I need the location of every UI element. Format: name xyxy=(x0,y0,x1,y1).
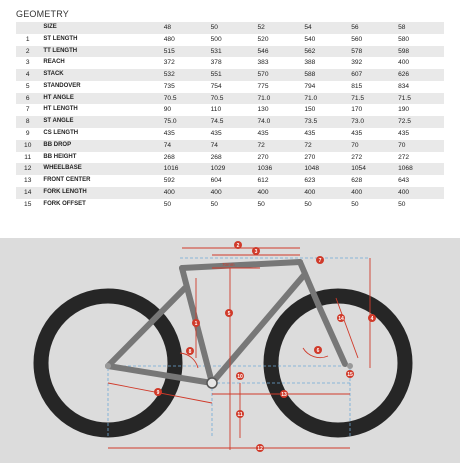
value-cell: 70 xyxy=(397,140,444,152)
row-number: 4 xyxy=(16,69,39,81)
row-label: HT ANGLE xyxy=(39,93,162,105)
value-cell: 435 xyxy=(350,128,397,140)
value-cell: 532 xyxy=(163,69,210,81)
table-row xyxy=(16,69,444,81)
size-header-cell: 52 xyxy=(256,22,303,34)
value-cell: 50 xyxy=(350,199,397,211)
value-cell: 400 xyxy=(163,187,210,199)
value-cell: 628 xyxy=(350,175,397,187)
value-cell: 1054 xyxy=(350,163,397,175)
row-number: 9 xyxy=(16,128,39,140)
table-row xyxy=(16,128,444,140)
value-cell: 735 xyxy=(163,81,210,93)
value-cell: 400 xyxy=(256,187,303,199)
svg-text:10: 10 xyxy=(237,374,243,380)
svg-text:5: 5 xyxy=(227,311,231,317)
value-cell: 71.5 xyxy=(350,93,397,105)
value-cell: 71.0 xyxy=(256,93,303,105)
size-header-cell: 54 xyxy=(303,22,350,34)
value-cell: 72 xyxy=(303,140,350,152)
value-cell: 531 xyxy=(210,46,257,58)
value-cell: 400 xyxy=(397,187,444,199)
rear-hub xyxy=(105,363,111,369)
value-cell: 74.5 xyxy=(210,116,257,128)
row-label: TT LENGTH xyxy=(39,46,162,58)
table-row xyxy=(16,163,444,175)
value-cell: 372 xyxy=(163,57,210,69)
svg-text:4: 4 xyxy=(370,316,374,322)
value-cell: 578 xyxy=(350,46,397,58)
row-label: STANDOVER xyxy=(39,81,162,93)
value-cell: 643 xyxy=(397,175,444,187)
row-number: 11 xyxy=(16,152,39,164)
row-number: 14 xyxy=(16,187,39,199)
value-cell: 435 xyxy=(256,128,303,140)
value-cell: 90 xyxy=(163,104,210,116)
callout-3 xyxy=(252,247,260,255)
value-cell: 72 xyxy=(256,140,303,152)
row-number: 13 xyxy=(16,175,39,187)
value-cell: 626 xyxy=(397,69,444,81)
table-row xyxy=(16,57,444,69)
table-row xyxy=(16,175,444,187)
bike-geometry-diagram xyxy=(0,238,460,463)
svg-text:13: 13 xyxy=(281,392,287,398)
value-cell: 71.5 xyxy=(397,93,444,105)
svg-text:12: 12 xyxy=(257,446,263,452)
value-cell: 562 xyxy=(303,46,350,58)
callout-5 xyxy=(225,309,233,317)
value-cell: 775 xyxy=(256,81,303,93)
value-cell: 400 xyxy=(397,57,444,69)
front-hub xyxy=(347,363,353,369)
row-label: FORK OFFSET xyxy=(39,199,162,211)
size-header-cell: 58 xyxy=(397,22,444,34)
value-cell: 551 xyxy=(210,69,257,81)
row-number: 8 xyxy=(16,116,39,128)
callout-14 xyxy=(337,314,345,322)
callout-4 xyxy=(368,314,376,322)
value-cell: 71.0 xyxy=(303,93,350,105)
row-label: REACH xyxy=(39,57,162,69)
row-label: CS LENGTH xyxy=(39,128,162,140)
svg-text:2: 2 xyxy=(236,243,240,249)
table-row xyxy=(16,187,444,199)
effective-70mm-label: 70mm xyxy=(222,262,235,267)
size-header-cell: 56 xyxy=(350,22,397,34)
row-label: FRONT CENTER xyxy=(39,175,162,187)
row-label: ST LENGTH xyxy=(39,34,162,46)
svg-text:9: 9 xyxy=(156,390,160,396)
row-number: 5 xyxy=(16,81,39,93)
value-cell: 1036 xyxy=(256,163,303,175)
row-number: 3 xyxy=(16,57,39,69)
value-cell: 72.5 xyxy=(397,116,444,128)
value-cell: 1068 xyxy=(397,163,444,175)
callout-9 xyxy=(154,388,162,396)
value-cell: 546 xyxy=(256,46,303,58)
value-cell: 74.0 xyxy=(256,116,303,128)
value-cell: 400 xyxy=(303,187,350,199)
value-cell: 570 xyxy=(256,69,303,81)
value-cell: 74 xyxy=(163,140,210,152)
value-cell: 190 xyxy=(397,104,444,116)
value-cell: 272 xyxy=(350,152,397,164)
table-row xyxy=(16,46,444,58)
value-cell: 794 xyxy=(303,81,350,93)
callout-7 xyxy=(316,256,324,264)
value-cell: 435 xyxy=(303,128,350,140)
callout-12 xyxy=(256,444,264,452)
svg-text:6: 6 xyxy=(316,348,320,354)
value-cell: 50 xyxy=(210,199,257,211)
value-cell: 70.5 xyxy=(163,93,210,105)
table-header-row xyxy=(16,22,444,34)
geometry-table xyxy=(16,22,444,211)
value-cell: 435 xyxy=(163,128,210,140)
size-header-cell: 50 xyxy=(210,22,257,34)
value-cell: 74 xyxy=(210,140,257,152)
value-cell: 580 xyxy=(397,34,444,46)
value-cell: 560 xyxy=(350,34,397,46)
callout-1 xyxy=(192,319,200,327)
bottom-bracket xyxy=(207,378,217,388)
value-cell: 623 xyxy=(303,175,350,187)
value-cell: 500 xyxy=(210,34,257,46)
value-cell: 75.0 xyxy=(163,116,210,128)
value-cell: 815 xyxy=(350,81,397,93)
geometry-title: GEOMETRY xyxy=(16,9,69,19)
row-number xyxy=(16,22,39,34)
value-cell: 520 xyxy=(256,34,303,46)
value-cell: 480 xyxy=(163,34,210,46)
value-cell: 1048 xyxy=(303,163,350,175)
table-row xyxy=(16,34,444,46)
value-cell: 754 xyxy=(210,81,257,93)
bike-frame xyxy=(108,262,345,383)
table-row xyxy=(16,140,444,152)
row-label: STACK xyxy=(39,69,162,81)
svg-text:8: 8 xyxy=(188,349,192,355)
row-label: WHEELBASE xyxy=(39,163,162,175)
callout-8 xyxy=(186,347,194,355)
value-cell: 378 xyxy=(210,57,257,69)
value-cell: 383 xyxy=(256,57,303,69)
value-cell: 73.0 xyxy=(350,116,397,128)
value-cell: 110 xyxy=(210,104,257,116)
row-label: FORK LENGTH xyxy=(39,187,162,199)
svg-text:14: 14 xyxy=(338,316,344,322)
row-label: BB DROP xyxy=(39,140,162,152)
value-cell: 50 xyxy=(397,199,444,211)
svg-text:3: 3 xyxy=(254,249,258,255)
value-cell: 270 xyxy=(256,152,303,164)
table-row xyxy=(16,93,444,105)
value-cell: 270 xyxy=(303,152,350,164)
table-row xyxy=(16,104,444,116)
row-number: 10 xyxy=(16,140,39,152)
value-cell: 588 xyxy=(303,69,350,81)
value-cell: 435 xyxy=(397,128,444,140)
value-cell: 392 xyxy=(350,57,397,69)
table-row xyxy=(16,81,444,93)
value-cell: 1016 xyxy=(163,163,210,175)
value-cell: 540 xyxy=(303,34,350,46)
value-cell: 1029 xyxy=(210,163,257,175)
value-cell: 50 xyxy=(303,199,350,211)
value-cell: 170 xyxy=(350,104,397,116)
value-cell: 268 xyxy=(210,152,257,164)
callouts xyxy=(154,241,376,452)
value-cell: 50 xyxy=(256,199,303,211)
value-cell: 607 xyxy=(350,69,397,81)
value-cell: 612 xyxy=(256,175,303,187)
callout-6 xyxy=(314,346,322,354)
row-number: 15 xyxy=(16,199,39,211)
callout-2 xyxy=(234,241,242,249)
value-cell: 150 xyxy=(303,104,350,116)
value-cell: 50 xyxy=(163,199,210,211)
value-cell: 70 xyxy=(350,140,397,152)
row-number: 6 xyxy=(16,93,39,105)
row-label: BB HEIGHT xyxy=(39,152,162,164)
value-cell: 268 xyxy=(163,152,210,164)
row-number: 2 xyxy=(16,46,39,58)
value-cell: 272 xyxy=(397,152,444,164)
value-cell: 435 xyxy=(210,128,257,140)
value-cell: 73.5 xyxy=(303,116,350,128)
callout-10 xyxy=(236,372,244,380)
value-cell: 598 xyxy=(397,46,444,58)
table-row xyxy=(16,199,444,211)
table-row xyxy=(16,116,444,128)
row-label: SIZE xyxy=(39,22,162,34)
bike-diagram-svg xyxy=(0,238,460,463)
row-number: 12 xyxy=(16,163,39,175)
value-cell: 604 xyxy=(210,175,257,187)
value-cell: 70.5 xyxy=(210,93,257,105)
row-label: HT LENGTH xyxy=(39,104,162,116)
table-row xyxy=(16,152,444,164)
value-cell: 400 xyxy=(210,187,257,199)
row-label: ST ANGLE xyxy=(39,116,162,128)
value-cell: 130 xyxy=(256,104,303,116)
svg-text:7: 7 xyxy=(318,258,322,264)
value-cell: 388 xyxy=(303,57,350,69)
svg-text:1: 1 xyxy=(194,321,198,327)
value-cell: 834 xyxy=(397,81,444,93)
row-number: 1 xyxy=(16,34,39,46)
value-cell: 400 xyxy=(350,187,397,199)
callout-15 xyxy=(346,370,354,378)
size-header-cell: 48 xyxy=(163,22,210,34)
value-cell: 515 xyxy=(163,46,210,58)
svg-text:15: 15 xyxy=(347,372,353,378)
value-cell: 592 xyxy=(163,175,210,187)
svg-text:11: 11 xyxy=(237,412,243,418)
callout-11 xyxy=(236,410,244,418)
row-number: 7 xyxy=(16,104,39,116)
callout-13 xyxy=(280,390,288,398)
